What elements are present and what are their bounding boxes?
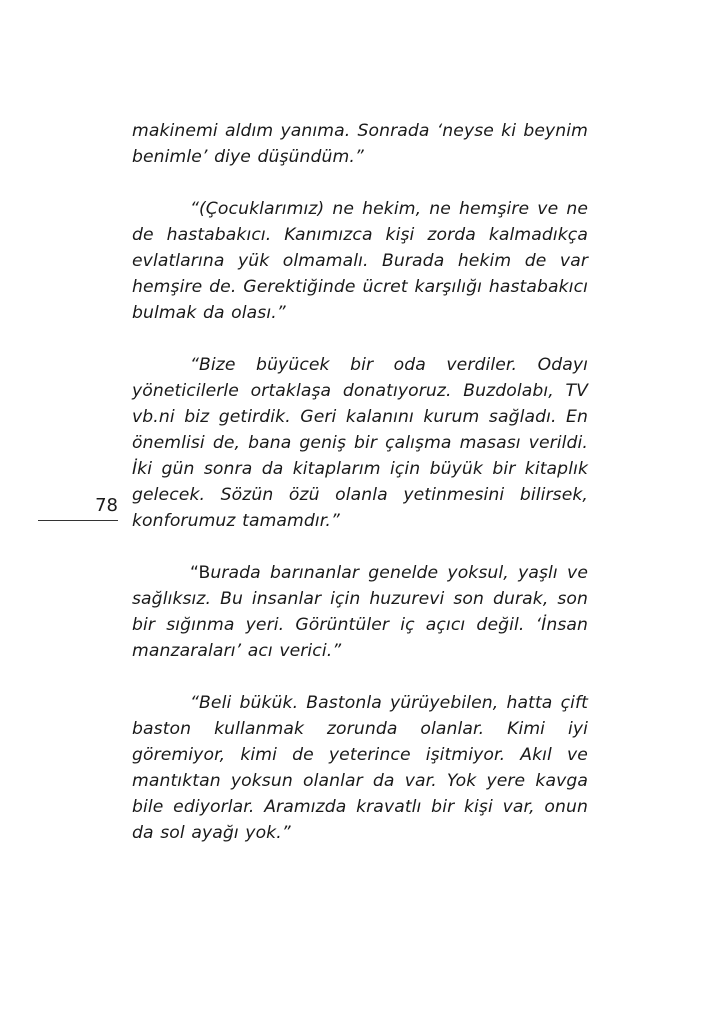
paragraph-quote-residents bbox=[132, 560, 588, 664]
paragraph-lead-letter: “B bbox=[190, 563, 211, 583]
page-number: 78 bbox=[95, 495, 118, 516]
paragraph-continued: makinemi aldım yanıma. Sonrada ‘neyse ki beynim benimle’ diye düşündüm.” bbox=[132, 121, 588, 167]
paragraph-quote-conditions: “Beli bükük. Bastonla yürüyebilen, hatta çift baston kullanmak zorunda olanlar. Kimi iyi göremiyor, kimi de yeterince işitmiyor. Akıl ve mantıktan yoksun olanlar da var. Yok yere kavga bile ediyorlar. Aramızda kravatlı bir kişi var, onun da sol ayağı yok.” bbox=[132, 693, 588, 843]
paragraph-quote-room: “Bize büyücek bir oda verdiler. Odayı yöneticilerle ortaklaşa donatıyoruz. Buzdolabı, TV vb.ni biz getirdik. Geri kalanını kurum sağladı. En önemlisi de, bana geniş bir çalışma masası verildi. İki gün sonra da kitaplarım için büyük bir kitaplık gelecek. Sözün özü olanla yetinmesini bilirsek, konforumuz tamamdır.” bbox=[132, 355, 588, 531]
paragraph-quote-children: “(Çocuklarımız) ne hekim, ne hemşire ve ne de hastabakıcı. Kanımızca kişi zorda kalmadıkça evlatlarına yük olmamalı. Burada hekim de var hemşire de. Gerektiğinde ücret karşılığı hastabakıcı bulmak da olası.” bbox=[132, 199, 588, 323]
body-text bbox=[132, 118, 588, 872]
page-number-rule bbox=[38, 520, 118, 521]
paragraph-body: urada barınanlar genelde yoksul, yaşlı ve sağlıksız. Bu insanlar için huzurevi son durak, son bir sığınma yeri. Görüntüler iç açıcı değil. ‘İnsan manzaraları’ acı verici.” bbox=[132, 563, 588, 661]
